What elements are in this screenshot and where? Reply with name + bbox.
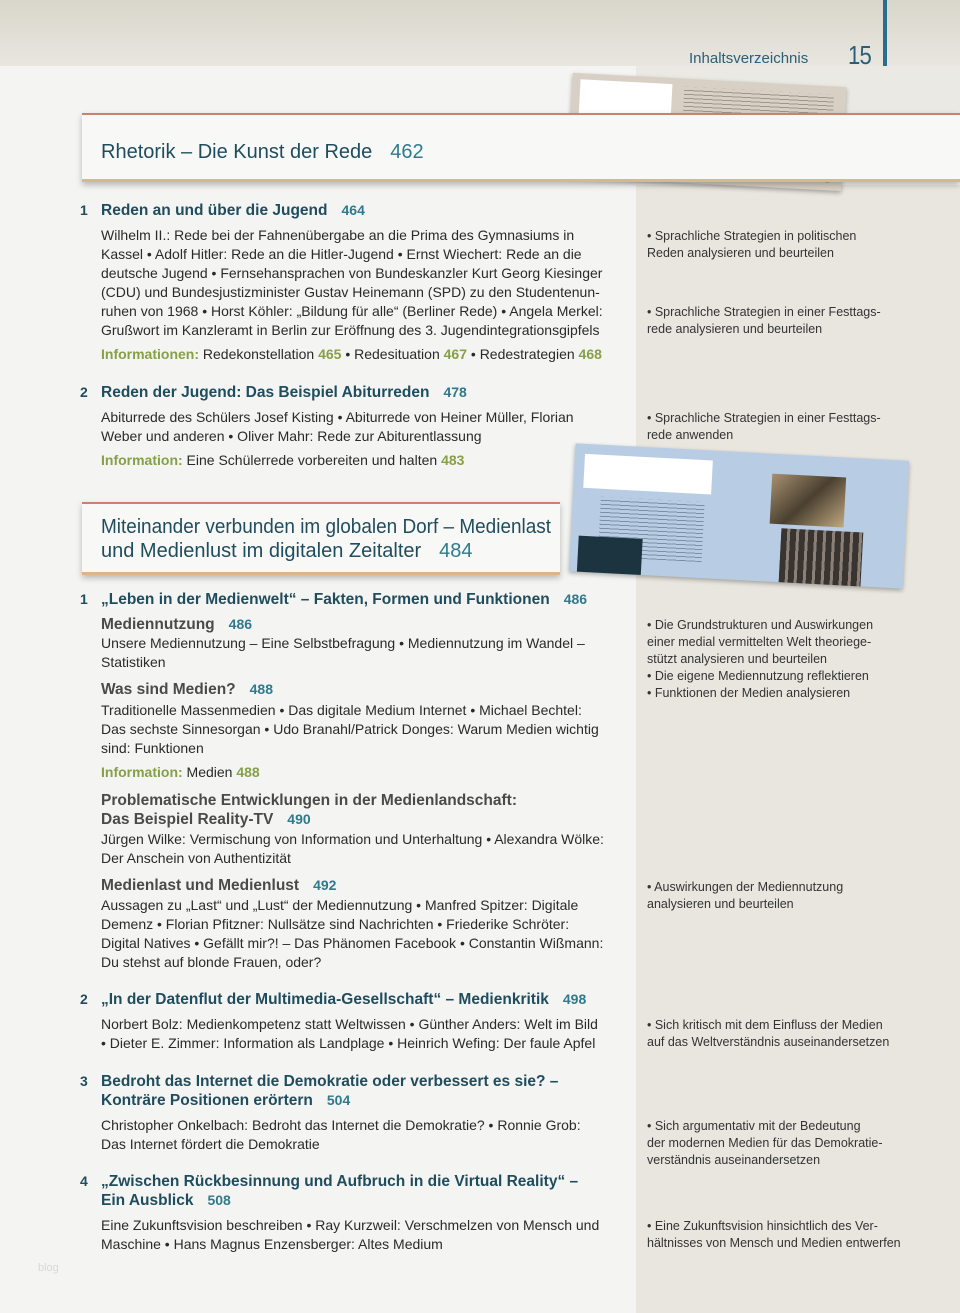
title-text: Das Beispiel Reality-TV xyxy=(101,811,274,828)
body-line: Unsere Mediennutzung – Eine Selbstbefragung • Mediennutzung im Wandel – xyxy=(101,635,585,651)
learning-goal xyxy=(647,617,947,702)
section-title xyxy=(101,590,587,609)
running-header-title: Inhaltsverzeichnis xyxy=(689,50,809,67)
toc-body xyxy=(101,226,626,340)
goal-line: • Die eigene Mediennutzung reflektieren xyxy=(647,669,869,683)
page-reference: 492 xyxy=(313,877,337,893)
title-text: Problematische Entwicklungen in der Medienlandschaft: xyxy=(101,792,517,809)
toc-heading[interactable] xyxy=(80,1172,626,1210)
goal-line: • Sprachliche Strategien in einer Festtags- xyxy=(647,411,881,425)
toc-body xyxy=(101,830,626,868)
title-text: Bedroht das Internet die Demokratie oder verbessert es sie? – xyxy=(101,1073,559,1090)
chapter-page: 462 xyxy=(390,141,424,163)
title-text: Konträre Positionen erörtern xyxy=(101,1092,313,1109)
subsection-title xyxy=(101,791,517,810)
goal-line: rede analysieren und beurteilen xyxy=(647,322,823,336)
body-line: Statistiken xyxy=(101,654,166,670)
learning-goal xyxy=(647,228,947,262)
body-line: Wilhelm II.: Rede bei der Fahnenübergabe an die Prima des Gymnasiums in xyxy=(101,227,575,243)
chapter-title xyxy=(101,140,424,164)
top-band xyxy=(0,0,960,66)
goal-line: analysieren und beurteilen xyxy=(647,897,794,911)
learning-goal xyxy=(647,1118,947,1169)
goal-line: auf das Weltverständnis auseinandersetzen xyxy=(647,1035,890,1049)
preview-photo xyxy=(770,474,847,528)
info-label: Informationen: xyxy=(101,346,199,362)
section-number: 3 xyxy=(80,1073,88,1089)
title-text: Medienlast und Medienlust xyxy=(101,877,300,894)
toc-info xyxy=(101,763,626,782)
page-reference: 486 xyxy=(228,616,253,632)
info-page: 465 xyxy=(318,346,342,362)
body-line: Digital Natives • Gefällt mir?! – Das Phänomen Facebook • Constantin Wißmann: xyxy=(101,935,604,951)
title-text: Reden der Jugend: Das Beispiel Abiturreden xyxy=(101,384,430,401)
toc-body xyxy=(101,1216,626,1254)
info-page: 483 xyxy=(441,452,465,468)
body-line: deutsche Jugend • Fernsehansprachen von Bundeskanzler Kurt Georg Kiesinger xyxy=(101,265,603,281)
toc-heading[interactable] xyxy=(80,990,626,1009)
goal-line: rede anwenden xyxy=(647,428,734,442)
body-line: Grußwort im Kanzleramt in Berlin zur Eröffnung des 3. Jugendintegrationsgipfels xyxy=(101,322,600,338)
learning-goal xyxy=(647,1218,947,1252)
body-line: Christopher Onkelbach: Bedroht das Internet die Demokratie? • Ronnie Grob: xyxy=(101,1117,581,1133)
goal-line: • Die Grundstrukturen und Auswirkungen xyxy=(647,618,874,632)
info-page: 468 xyxy=(578,346,602,362)
toc-body xyxy=(101,896,626,972)
subsection-title xyxy=(101,615,252,634)
goal-line: der modernen Medien für das Demokratie- xyxy=(647,1136,883,1150)
toc-body xyxy=(101,408,626,446)
learning-goal xyxy=(647,1017,947,1051)
body-line: Maschine • Hans Magnus Enzensberger: Altes Medium xyxy=(101,1236,443,1252)
title-text: „Zwischen Rückbesinnung und Aufbruch in die Virtual Reality“ – xyxy=(101,1173,579,1190)
body-line: sind: Funktionen xyxy=(101,740,204,756)
learning-goal xyxy=(647,410,947,444)
body-line: Norbert Bolz: Medienkompetenz statt Weltwissen • Günther Anders: Welt im Bild xyxy=(101,1016,598,1032)
chapter-page: 484 xyxy=(439,540,473,562)
title-text: Reden an und über die Jugend xyxy=(101,202,328,219)
toc-heading[interactable] xyxy=(80,383,626,402)
page-reference: 464 xyxy=(341,202,365,218)
toc-sub[interactable] xyxy=(101,791,626,829)
section-title xyxy=(101,1072,558,1091)
goal-line: • Sich argumentativ mit der Bedeutung xyxy=(647,1119,861,1133)
body-line: • Dieter E. Zimmer: Information als Landplage • Heinrich Wefing: Der faule Apfel xyxy=(101,1035,596,1051)
body-line: Jürgen Wilke: Vermischung von Information und Unterhaltung • Alexandra Wölke: xyxy=(101,831,604,847)
section-title xyxy=(101,1191,231,1210)
goal-line: • Sich kritisch mit dem Einfluss der Medien xyxy=(647,1018,883,1032)
section-title xyxy=(101,1172,578,1191)
title-text: „Leben in der Medienwelt“ – Fakten, Formen und Funktionen xyxy=(101,591,550,608)
toc-heading[interactable] xyxy=(80,201,626,220)
toc-body xyxy=(101,701,626,758)
section-title xyxy=(101,990,586,1009)
preview-photo xyxy=(779,528,864,586)
section-number: 1 xyxy=(80,591,88,607)
page-number: 15 xyxy=(848,40,871,70)
section-title xyxy=(101,1091,350,1110)
chapter-title-text: und Medienlust im digitalen Zeitalter xyxy=(101,540,422,562)
goal-line: verständnis auseinandersetzen xyxy=(647,1153,821,1167)
goal-line: hältnisses von Mensch und Medien entwerfen xyxy=(647,1236,901,1250)
info-line xyxy=(101,345,602,364)
toc-body xyxy=(101,1015,626,1053)
body-line: Demenz • Florian Pfitzner: Nullsätze sind Nachrichten • Friederike Schröter: xyxy=(101,916,570,932)
toc-sub[interactable] xyxy=(101,615,626,634)
body-line: Das Internet fördert die Demokratie xyxy=(101,1136,320,1152)
chapter-title-text: Miteinander verbunden im globalen Dorf – Medienlast xyxy=(101,516,552,538)
toc-sub[interactable] xyxy=(101,876,626,895)
info-line xyxy=(101,763,260,782)
section-title xyxy=(101,201,365,220)
chapter-banner[interactable] xyxy=(82,502,560,575)
learning-goal xyxy=(647,304,947,338)
info-item: Redesituation xyxy=(354,346,440,362)
learning-goal xyxy=(647,879,947,913)
body-line: Der Anschein von Authentizität xyxy=(101,850,291,866)
info-label: Information: xyxy=(101,764,183,780)
section-number: 2 xyxy=(80,384,88,400)
bullet-separator: • xyxy=(467,346,480,362)
title-text: Ein Ausblick xyxy=(101,1192,194,1209)
chapter-title xyxy=(101,539,473,563)
title-text: Mediennutzung xyxy=(101,616,215,633)
body-line: Abiturrede des Schülers Josef Kisting • Abiturrede von Heiner Müller, Florian xyxy=(101,409,574,425)
toc-heading[interactable] xyxy=(80,590,626,609)
body-line: Aussagen zu „Last“ und „Lust“ der Mediennutzung • Manfred Spitzer: Digitale xyxy=(101,897,579,913)
title-text: Was sind Medien? xyxy=(101,681,236,698)
info-item: Medien xyxy=(186,764,233,780)
page-reference: 486 xyxy=(563,591,588,607)
toc-heading[interactable] xyxy=(80,1072,626,1110)
info-line xyxy=(101,451,464,470)
page-reference: 478 xyxy=(443,384,467,400)
page-marker-bar xyxy=(883,0,887,66)
body-line: ruhen von 1968 • Horst Köhler: „Bildung für alle“ (Berliner Rede) • Angela Merkel: xyxy=(101,303,603,319)
info-page: 488 xyxy=(236,764,260,780)
section-title xyxy=(101,383,467,402)
body-line: Kassel • Adolf Hitler: Rede an die Hitler-Jugend • Ernst Wiechert: Rede an die xyxy=(101,246,582,262)
goal-line: • Sprachliche Strategien in einer Festtags- xyxy=(647,305,881,319)
toc-info xyxy=(101,451,626,470)
body-line: (CDU) und Bundesjustizminister Gustav Heinemann (SPD) zu den Studentenun- xyxy=(101,284,600,300)
body-line: Weber und anderen • Oliver Mahr: Rede zur Abiturentlassung xyxy=(101,428,482,444)
chapter-title xyxy=(101,515,551,539)
page-reference: 490 xyxy=(287,811,311,827)
title-text: „In der Datenflut der Multimedia-Gesellschaft“ – Medienkritik xyxy=(101,991,549,1008)
body-line: Eine Zukunftsvision beschreiben • Ray Kurzweil: Verschmelzen von Mensch und xyxy=(101,1217,600,1233)
watermark: blog xyxy=(38,1262,59,1274)
info-label: Information: xyxy=(101,452,183,468)
goal-line: einer medial vermittelten Welt theoriege- xyxy=(647,635,872,649)
goal-line: • Auswirkungen der Mediennutzung xyxy=(647,880,844,894)
info-page: 467 xyxy=(443,346,467,362)
goal-line: stützt analysieren und beurteilen xyxy=(647,652,827,666)
goal-line: Reden analysieren und beurteilen xyxy=(647,246,834,260)
body-line: Das sechste Sinnesorgan • Udo Branahl/Patrick Donges: Warum Medien wichtig xyxy=(101,721,599,737)
bullet-separator: • xyxy=(341,346,355,362)
chapter-title-text: Rhetorik – Die Kunst der Rede xyxy=(101,141,373,163)
page-reference: 504 xyxy=(326,1092,351,1108)
page-reference: 508 xyxy=(207,1192,231,1208)
section-number: 4 xyxy=(80,1173,88,1189)
preview-web-image xyxy=(577,536,643,575)
body-line: Du stehst auf blonde Frauen, oder? xyxy=(101,954,322,970)
chapter-banner[interactable] xyxy=(82,113,960,182)
toc-body xyxy=(101,634,626,672)
info-item: Eine Schülerrede vorbereiten und halten xyxy=(186,452,438,468)
toc-sub[interactable] xyxy=(101,680,626,699)
toc-body xyxy=(101,1116,626,1154)
page-reference: 498 xyxy=(562,991,587,1007)
page-reference: 488 xyxy=(249,681,273,697)
goal-line: • Sprachliche Strategien in politischen xyxy=(647,229,857,243)
section-number: 2 xyxy=(80,991,88,1007)
info-item: Redekonstellation xyxy=(202,346,315,362)
toc-info xyxy=(101,345,626,364)
info-item: Redestrategien xyxy=(479,346,575,362)
subsection-title xyxy=(101,680,273,699)
goal-line: • Funktionen der Medien analysieren xyxy=(647,686,851,700)
body-line: Traditionelle Massenmedien • Das digitale Medium Internet • Michael Bechtel: xyxy=(101,702,582,718)
goal-line: • Eine Zukunftsvision hinsichtlich des Ver- xyxy=(647,1219,878,1233)
subsection-title xyxy=(101,876,336,895)
section-number: 1 xyxy=(80,202,88,218)
subsection-title xyxy=(101,810,311,829)
